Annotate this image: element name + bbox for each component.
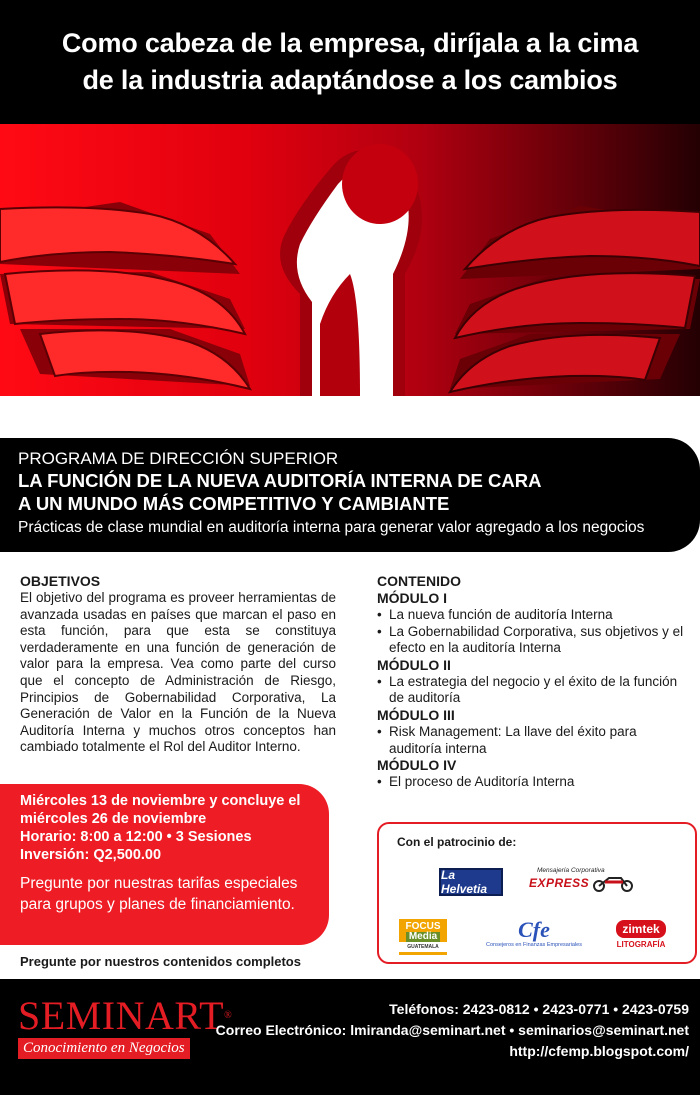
schedule-dates-line-1: Miércoles 13 de noviembre y concluye el [20, 793, 301, 809]
promo-line-1: Pregunte por nuestras tarifas especiales [20, 875, 298, 892]
program-title-line-2: A UN MUNDO MÁS COMPETITIVO Y CAMBIANTE [18, 493, 450, 514]
headline-line-1: Como cabeza de la empresa, diríjala a la cima [61, 28, 639, 58]
module-item: • La nueva función de auditoría Interna [377, 607, 692, 624]
footer [0, 979, 700, 1095]
contact-phones: Teléfonos: 2423-0812 • 2423-0771 • 2423-0759 [389, 1001, 689, 1017]
promo-line-2: para grupos y planes de financiamiento. [20, 896, 295, 913]
contents-title: CONTENIDO [377, 573, 461, 589]
module-item: • Risk Management: La llave del éxito para auditoría interna [377, 724, 692, 757]
module-item: • El proceso de Auditoría Interna [377, 774, 692, 791]
module-title: MÓDULO II [377, 656, 451, 673]
module-item: • La Gobernabilidad Corporativa, sus objetivos y el efecto en la auditoría Interna [377, 624, 692, 657]
express-logo [529, 862, 657, 896]
seminart-logo [18, 993, 233, 1059]
module-title: MÓDULO I [377, 590, 447, 606]
helvetia-logo-text: La Helvetia [441, 868, 488, 896]
sponsors-box [377, 822, 697, 964]
contact-info [216, 999, 689, 1062]
module-item: • La estrategia del negocio y el éxito de la función de auditoría [377, 674, 692, 707]
contents-cta: Pregunte por nuestros contenidos completos [20, 954, 301, 969]
express-logo-tagline: Mensajería Corporativa [537, 866, 605, 874]
focus-media-logo [399, 919, 447, 955]
objectives-text: El objetivo del programa es proveer herramientas de avanzada usadas en países que marcan el paso en esta función, para que esta se constituya verdaderamente en una función de generación de valor para la empresa. Vea como parte del curso que el concepto de Administración de Riesgo, Principios de Gobernabilidad Corporativa, La Generación de Valor en la Función de la Nueva Auditoría Interna y muchos otros conceptos han cambiado totalmente el Rol del Auditor Interno. [20, 590, 336, 755]
schedule-investment: Inversión: Q2,500.00 [20, 847, 162, 863]
focus-media-logo-top: FOCUS [405, 921, 441, 932]
program-kicker: PROGRAMA DE DIRECCIÓN SUPERIOR [18, 449, 339, 468]
brand-name-text: SEMINART [18, 993, 225, 1038]
cfe-logo-tagline: Consejeros en Finanzas Empresariales [486, 942, 582, 948]
focus-media-logo-middle: Media [406, 932, 440, 942]
program-title-line-1: LA FUNCIÓN DE LA NUEVA AUDITORÍA INTERNA DE CARA [18, 470, 542, 491]
objectives-section [20, 573, 336, 756]
zimtek-logo-tagline: LITOGRAFÍA [616, 939, 666, 949]
contact-url[interactable]: http://cfemp.blogspot.com/ [509, 1043, 689, 1059]
promo-text [20, 873, 329, 915]
program-title-band [0, 438, 700, 552]
motorcycle-icon [589, 874, 637, 892]
contact-email[interactable]: Correo Electrónico: lmiranda@seminart.net • seminarios@seminart.net [215, 1022, 689, 1038]
brand-tagline: Conocimiento en Negocios [18, 1038, 190, 1059]
module-title: MÓDULO III [377, 706, 455, 723]
brand-name [18, 993, 233, 1038]
cfe-logo-mark: Cfe [518, 917, 550, 942]
program-subtitle: Prácticas de clase mundial en auditoría interna para generar valor agregado a los negocios [18, 519, 645, 536]
schedule-hours: Horario: 8:00 a 12:00 • 3 Sesiones [20, 829, 252, 845]
winged-figure-graphic [0, 124, 700, 396]
objectives-title: OBJETIVOS [20, 573, 101, 589]
headline-banner [0, 0, 700, 124]
cfe-logo [479, 910, 589, 956]
hero-illustration [0, 124, 700, 396]
zimtek-logo [609, 916, 673, 952]
sponsors-title: Con el patrocinio de: [397, 835, 517, 849]
registered-mark: ® [224, 1010, 233, 1021]
focus-media-logo-bottom: GUATEMALA [399, 942, 447, 952]
contents-section [377, 573, 692, 791]
module-title: MÓDULO IV [377, 757, 457, 774]
express-logo-word: EXPRESS [529, 875, 590, 890]
helvetia-logo [439, 868, 503, 896]
headline [62, 25, 638, 99]
schedule-box [0, 784, 329, 945]
schedule-dates-line-2: miércoles 26 de noviembre [20, 811, 207, 827]
zimtek-logo-mark: zimtek [616, 920, 665, 938]
headline-line-2: de la industria adaptándose a los cambios [82, 65, 618, 95]
